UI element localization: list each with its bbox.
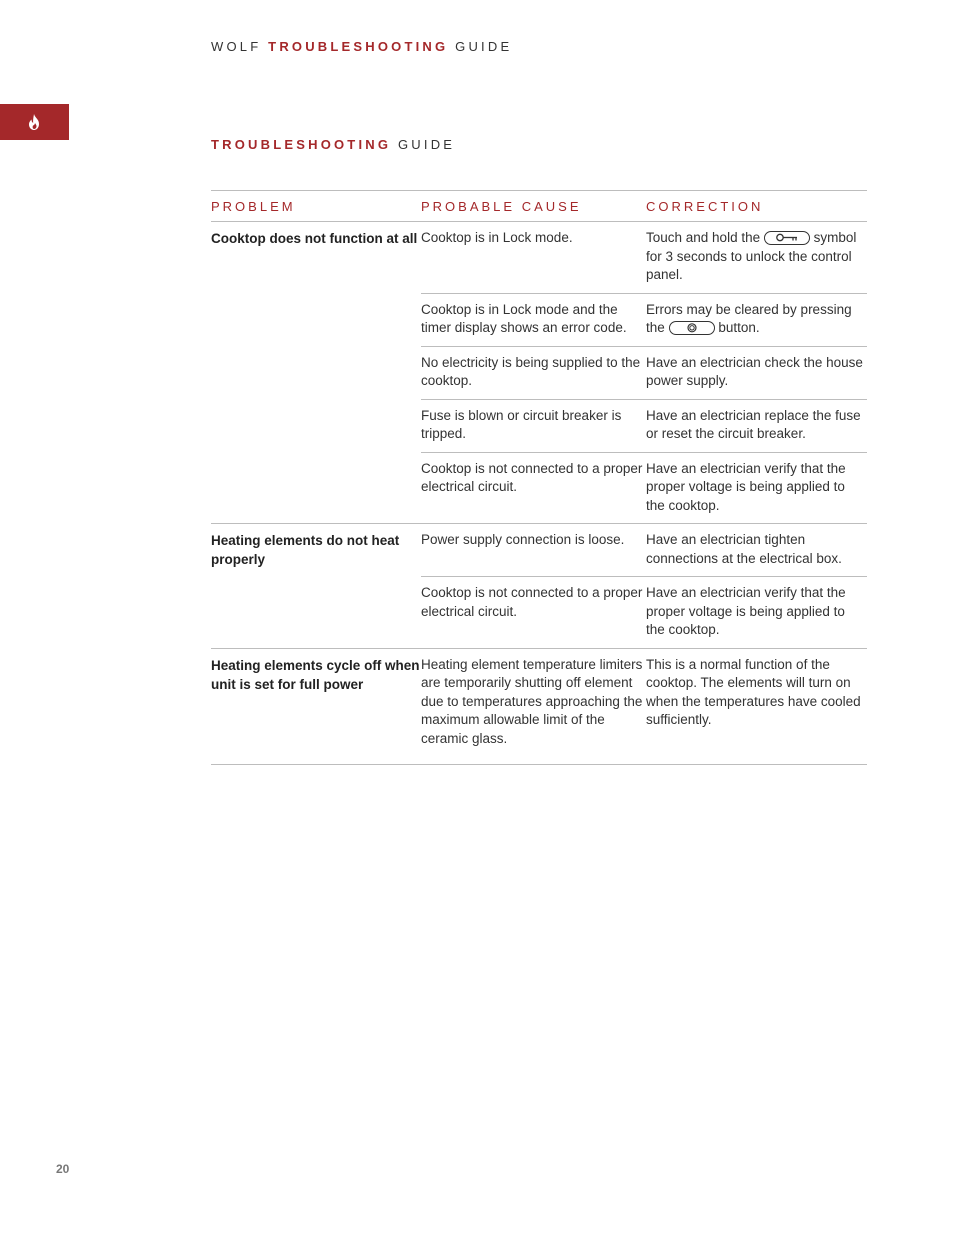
header-probable-cause: PROBABLE CAUSE [421,198,582,214]
correction-text: symbol for 3 seconds to unlock the control panel. [646,230,857,282]
table-row [421,222,867,294]
correction-text: button. [718,320,760,335]
flame-icon [27,114,41,130]
cause-cell: Fuse is blown or circuit breaker is tripped. [421,407,622,441]
table-row [421,453,867,524]
correction-cell [646,222,867,293]
correction-cell: Have an electrician verify that the proper voltage is being applied to the cooktop. [646,585,846,637]
correction-cell: Have an electrician verify that the proper voltage is being applied to the cooktop. [646,460,846,513]
section-title-bold: TROUBLESHOOTING [211,137,392,152]
problem-group [211,649,867,766]
problem-label: Cooktop does not function at all [211,231,418,246]
cause-cell: Cooktop is in Lock mode. [421,230,573,245]
correction-cell: This is a normal function of the cooktop. The elements will turn on when the temperatures have cooled sufficiently. [646,656,861,727]
correction-cell: Have an electrician check the house power supply. [646,354,863,388]
header-correction: CORRECTION [646,198,764,214]
power-button-icon [669,321,715,335]
running-header [211,39,512,54]
page-number: 20 [56,1162,70,1176]
table-row [421,400,867,453]
section-title [211,137,455,152]
section-tab [0,104,69,140]
header-title-bold: TROUBLESHOOTING [268,39,449,54]
brand-name: WOLF [211,39,262,54]
header-problem: PROBLEM [211,198,296,214]
table-row [421,294,867,347]
section-title-rest: GUIDE [397,137,456,152]
cause-cell: No electricity is being supplied to the cooktop. [421,354,641,388]
correction-cell: Have an electrician tighten connections at the electrical box. [646,532,842,566]
correction-cell: Have an electrician replace the fuse or reset the circuit breaker. [646,407,861,441]
table-row [421,649,867,765]
correction-text: Touch and hold the [646,230,761,245]
cause-cell: Cooktop is in Lock mode and the timer display shows an error code. [421,301,627,335]
cause-cell: Power supply connection is loose. [421,532,625,547]
troubleshooting-table [211,190,867,765]
table-row [421,577,867,648]
table-header [211,190,867,222]
cause-cell: Cooktop is not connected to a proper electrical circuit. [421,585,643,619]
header-title-rest: GUIDE [455,39,513,54]
problem-label: Heating elements do not heat properly [211,533,400,567]
correction-text: Errors may be cleared by pressing the [646,301,852,335]
key-lock-icon [764,231,810,245]
correction-cell [646,294,867,346]
cause-cell: Cooktop is not connected to a proper electrical circuit. [421,460,643,494]
problem-group [211,524,867,649]
problem-group [211,222,867,524]
table-row [421,347,867,400]
problem-label: Heating elements cycle off when unit is set for full power [211,657,420,692]
cause-cell: Heating element temperature limiters are temporarily shutting off element due to temperatures approaching the maximum allowable limit of the ceramic glass. [421,656,643,746]
table-row [421,524,867,577]
